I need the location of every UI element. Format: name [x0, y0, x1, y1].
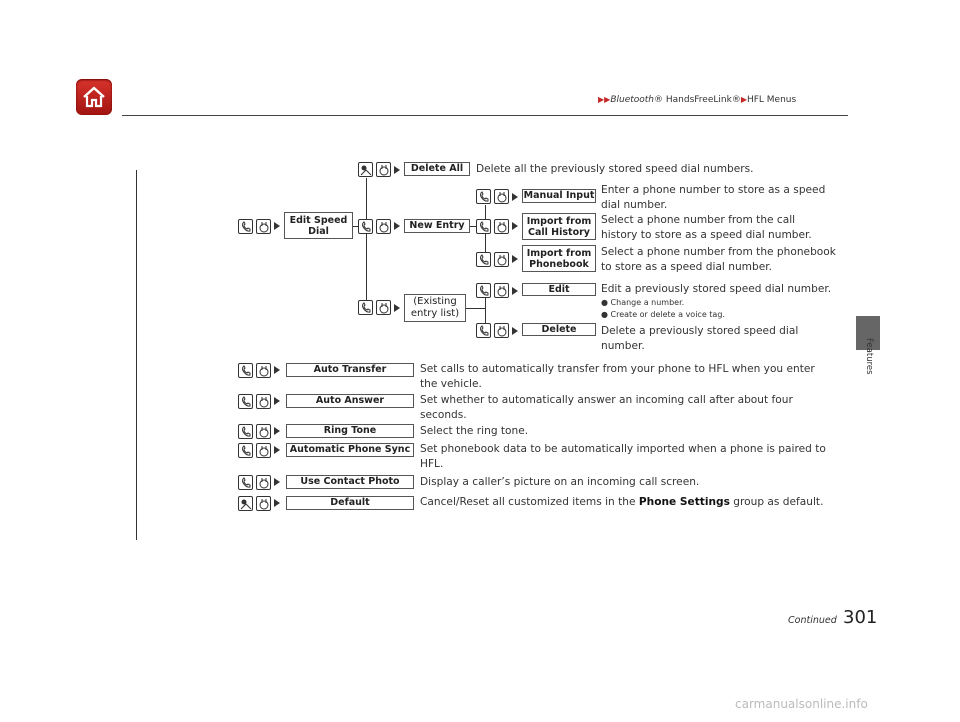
import-call-history-button[interactable]: Import from Call History	[522, 213, 596, 240]
delete-desc: Delete a previously stored speed dial number.	[601, 325, 799, 352]
default-desc-bold: Phone Settings	[638, 496, 730, 508]
arrow-icon	[274, 222, 280, 230]
manual-input-button[interactable]: Manual Input	[523, 190, 595, 201]
auto-answer-desc: Set whether to automatically answer an incoming call after about four seconds.	[420, 394, 793, 421]
connector	[366, 178, 367, 306]
breadcrumb-hfl: HandsFreeLink®	[665, 95, 741, 105]
phone-icon	[238, 394, 253, 409]
phone-icon	[358, 219, 373, 234]
edit-bullet-2-text: Create or delete a voice tag.	[610, 310, 725, 319]
phone-icon	[238, 424, 253, 439]
arrow-icon	[274, 427, 280, 435]
breadcrumb: ▶▶Bluetooth® HandsFreeLink®▶HFL Menus	[598, 95, 797, 105]
edit-bullet-1-text: Change a number.	[610, 298, 685, 307]
phone-icon	[238, 443, 253, 458]
side-tab	[856, 338, 880, 384]
existing-entry-list[interactable]: (Existing entry list)	[404, 294, 466, 322]
knob-icon	[256, 363, 271, 378]
phone-icon	[238, 219, 253, 234]
phone-icon	[476, 219, 491, 234]
edit-bullet-2: ● Create or delete a voice tag.	[601, 310, 725, 319]
knob-icon	[494, 323, 509, 338]
arrow-icon	[512, 287, 518, 295]
phone-icon	[476, 283, 491, 298]
arrow-icon	[274, 366, 280, 374]
phone-icon	[476, 252, 491, 267]
auto-answer-button[interactable]: Auto Answer	[286, 394, 414, 408]
knob-icon	[376, 219, 391, 234]
delete-all-button[interactable]: Delete All	[404, 162, 470, 176]
arrow-icon	[394, 222, 400, 230]
arrow-icon	[274, 397, 280, 405]
reg-mark: ®	[654, 95, 664, 105]
knob-icon	[494, 283, 509, 298]
home-button[interactable]	[76, 79, 112, 115]
voice-command-icon	[358, 162, 373, 177]
arrow-icon	[274, 499, 280, 507]
margin-line	[136, 170, 137, 540]
knob-icon	[494, 189, 509, 204]
phone-icon	[358, 300, 373, 315]
default-button[interactable]: Default	[286, 496, 414, 510]
use-contact-photo-button[interactable]: Use Contact Photo	[286, 475, 414, 489]
delete-button[interactable]: Delete	[522, 323, 596, 336]
auto-phone-sync-desc: Set phonebook data to be automatically imported when a phone is paired to HFL.	[420, 443, 826, 470]
edit-button[interactable]: Edit	[522, 283, 596, 296]
knob-icon	[256, 475, 271, 490]
use-contact-photo-desc: Display a caller’s picture on an incoming call screen.	[420, 476, 700, 488]
new-entry-button[interactable]: New Entry	[404, 219, 470, 233]
home-icon	[81, 84, 107, 110]
arrow-icon	[274, 478, 280, 486]
side-tab-label: Features	[864, 338, 874, 375]
edit-bullet-1: ● Change a number.	[601, 298, 685, 307]
phone-icon	[238, 475, 253, 490]
arrow-icon	[274, 446, 280, 454]
import-call-history-desc: Select a phone number from the call history to store as a speed dial number.	[601, 214, 812, 241]
default-desc	[420, 495, 840, 510]
phone-icon	[476, 189, 491, 204]
import-phonebook-desc: Select a phone number from the phonebook to store as a speed dial number.	[601, 246, 836, 273]
knob-icon	[256, 219, 271, 234]
knob-icon	[256, 496, 271, 511]
ring-tone-desc: Select the ring tone.	[420, 425, 529, 437]
arrow-icon	[512, 222, 518, 230]
auto-transfer-button[interactable]: Auto Transfer	[286, 363, 414, 377]
default-desc-post: group as default.	[733, 496, 824, 508]
header-rule	[122, 115, 848, 116]
breadcrumb-bluetooth: Bluetooth	[610, 95, 655, 105]
auto-transfer-desc: Set calls to automatically transfer from your phone to HFL when you enter the vehicle.	[420, 363, 815, 390]
arrow-icon	[512, 255, 518, 263]
continued-label: Continued	[788, 615, 837, 626]
manual-input-desc: Enter a phone number to store as a speed dial number.	[601, 184, 826, 211]
knob-icon	[376, 162, 391, 177]
knob-icon	[494, 252, 509, 267]
edit-desc: Edit a previously stored speed dial number.	[601, 283, 832, 295]
arrow-icon	[512, 193, 518, 201]
voice-command-icon	[238, 496, 253, 511]
import-phonebook-button[interactable]: Import from Phonebook	[522, 245, 596, 272]
delete-all-desc: Delete all the previously stored speed dial numbers.	[476, 163, 754, 175]
phone-icon	[238, 363, 253, 378]
knob-icon	[256, 443, 271, 458]
arrow-icon	[512, 327, 518, 335]
watermark: carmanualsonline.info	[735, 697, 868, 711]
auto-phone-sync-button[interactable]: Automatic Phone Sync	[286, 443, 414, 457]
default-desc-pre: Cancel/Reset all customized items in the	[420, 496, 636, 508]
arrow-icon	[394, 304, 400, 312]
connector	[465, 308, 485, 309]
breadcrumb-menus: HFL Menus	[746, 95, 797, 105]
arrow-icon	[394, 166, 400, 174]
edit-speed-dial-button[interactable]: Edit Speed Dial	[284, 212, 353, 239]
phone-icon	[476, 323, 491, 338]
knob-icon	[256, 424, 271, 439]
knob-icon	[376, 300, 391, 315]
page-number: 301	[843, 607, 878, 628]
knob-icon	[256, 394, 271, 409]
knob-icon	[494, 219, 509, 234]
ring-tone-button[interactable]: Ring Tone	[286, 424, 414, 438]
